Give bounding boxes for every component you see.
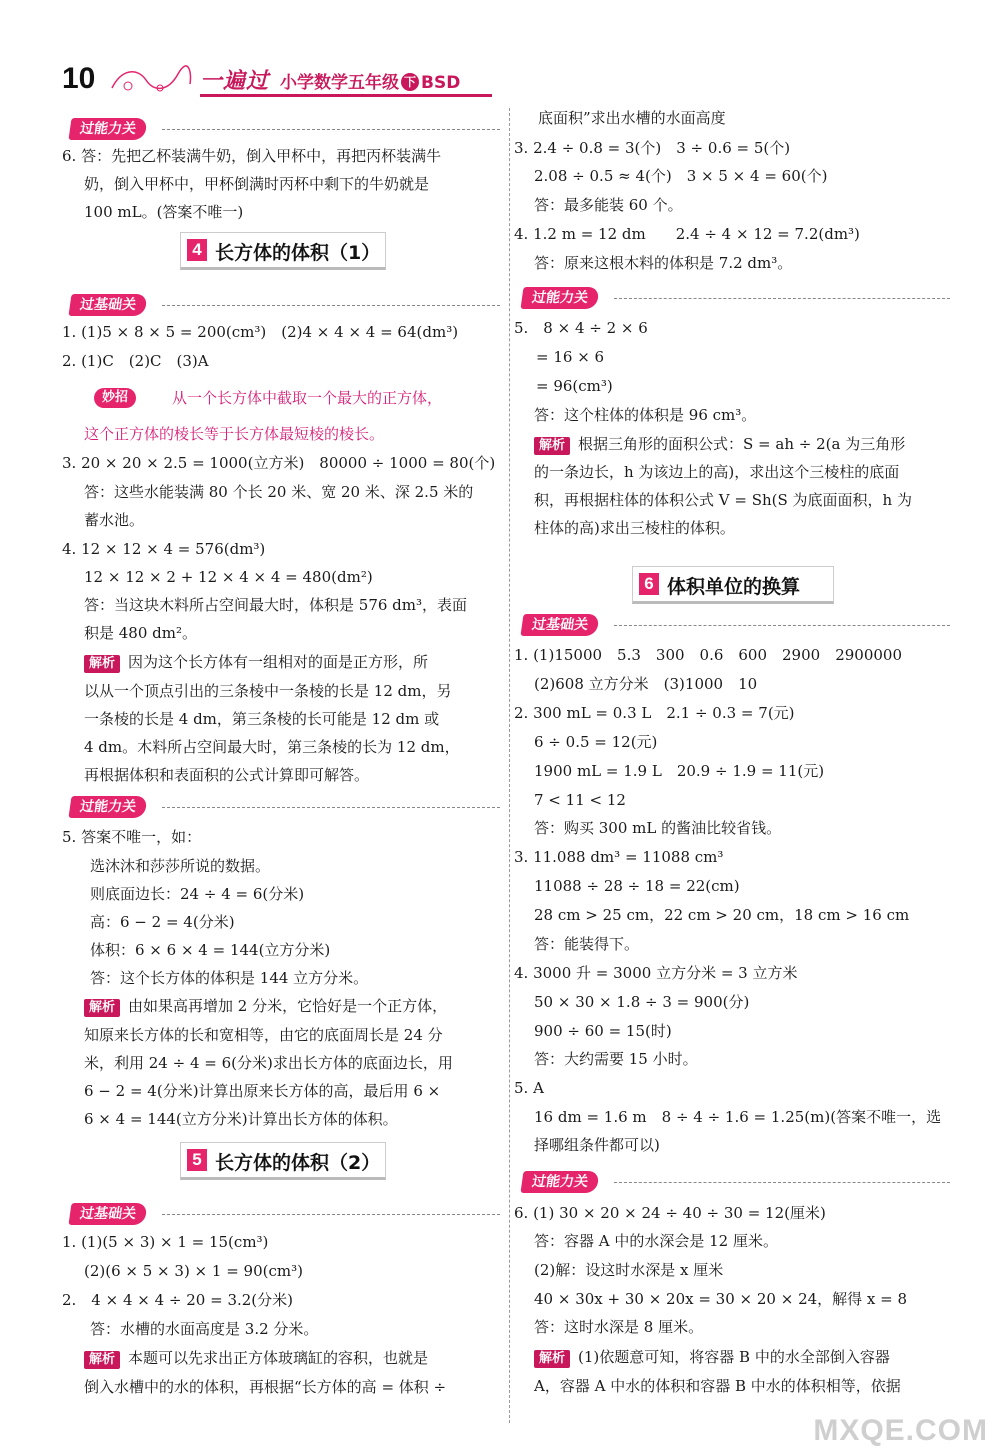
text-line: 答：购买 300 mL 的酱油比较省钱。 <box>534 819 782 837</box>
badge-gjcg: 过基础关 <box>520 614 599 636</box>
text-line: 1900 mL = 1.9 L 20.9 ÷ 1.9 = 11(元) <box>534 762 825 780</box>
text-line: 米，利用 24 ÷ 4 = 6(分米)求出长方体的底面边长，用 <box>84 1054 453 1072</box>
badge-gjcg: 过基础关 <box>68 1203 147 1225</box>
text-line: 4. 12 × 12 × 4 = 576(dm³) <box>62 540 266 558</box>
badge-rule <box>162 305 500 306</box>
text-line: 1. (1)15000 5.3 300 0.6 600 2900 2900000 <box>514 646 902 664</box>
text-line: 2.08 ÷ 0.5 ≈ 4(个) 3 × 5 × 4 = 60(个) <box>534 167 828 185</box>
analysis-tag: 解析 <box>534 1350 570 1368</box>
section-header-5 <box>180 1142 386 1180</box>
text-line: 5. A <box>514 1079 544 1097</box>
text-line: 5. 答案不唯一，如： <box>62 828 202 846</box>
text-line: 1. (1)5 × 8 × 5 = 200(cm³) (2)4 × 4 × 4 = 64(dm³) <box>62 323 459 341</box>
text-line: 6. 答：先把乙杯装满牛奶，倒入甲杯中，再把丙杯装满牛 <box>62 147 442 165</box>
badge-rule <box>614 298 950 299</box>
text-line: 知原来长方体的长和宽相等，由它的底面周长是 24 分 <box>84 1026 443 1044</box>
text-line: 再根据体积和表面积的公式计算即可解答。 <box>84 766 370 784</box>
text-line: 一条棱的长是 4 dm，第三条棱的长可能是 12 dm 或 <box>84 710 440 728</box>
decorative-swirl-icon <box>108 62 194 98</box>
text-line: = 96(cm³) <box>536 377 613 395</box>
section-title: 长方体的体积（2） <box>215 1152 381 1174</box>
text-line: 2. 300 mL = 0.3 L 2.1 ÷ 0.3 = 7(元) <box>514 704 795 722</box>
text-line: 答：这个长方体的体积是 144 立方分米。 <box>90 969 369 987</box>
text-line: 6. (1) 30 × 20 × 24 ÷ 40 ÷ 30 = 12(厘米) <box>514 1204 826 1222</box>
text-line: 选沐沐和莎莎所说的数据。 <box>90 857 271 875</box>
tip-text: 从一个长方体中截取一个最大的正方体， <box>172 389 443 407</box>
analysis-line: 解析 (1)依题意可知，将容器 B 中的水全部倒入容器 <box>534 1347 890 1368</box>
badge-gnlg: 过能力关 <box>68 796 147 818</box>
section-title: 长方体的体积（1） <box>215 242 381 264</box>
text-line: 蓄水池。 <box>84 511 145 529</box>
tip-text: 这个正方体的棱长等于长方体最短棱的棱长。 <box>84 425 385 443</box>
text-line: 答：这些水能装满 80 个长 20 米、宽 20 米、深 2.5 米的 <box>84 483 474 501</box>
text-line: 16 dm = 1.6 m 8 ÷ 4 ÷ 1.6 = 1.25(m)(答案不唯一，选 <box>534 1108 942 1126</box>
text-line: 则底面边长：24 ÷ 4 = 6(分米) <box>90 885 305 903</box>
section-header-4 <box>180 232 386 270</box>
text-line: 4 dm。木料所占空间最大时，第三条棱的长为 12 dm， <box>84 738 460 756</box>
page-number: 10 <box>62 62 96 95</box>
text-line: 6 ÷ 0.5 = 12(元) <box>534 733 658 751</box>
watermark-logo: MXQE.COM <box>813 1414 988 1447</box>
text-line: (2)解：设这时水深是 x 厘米 <box>534 1261 724 1279</box>
badge-gnlg: 过能力关 <box>520 1171 599 1193</box>
text-line: 4. 1.2 m = 12 dm 2.4 ÷ 4 × 12 = 7.2(dm³) <box>514 225 860 243</box>
text-line: 的一条边长，h 为该边上的高)，求出这个三棱柱的底面 <box>534 463 900 481</box>
text-line: 3. 20 × 20 × 2.5 = 1000(立方米) 80000 ÷ 1000 = 80(个) <box>62 454 496 472</box>
analysis-tag: 解析 <box>84 1351 120 1369</box>
text-line: 答：大约需要 15 小时。 <box>534 1050 698 1068</box>
text-line: 6 − 2 = 4(分米)计算出原来长方体的高，最后用 6 × <box>84 1082 441 1100</box>
badge-gnlg: 过能力关 <box>520 287 599 309</box>
text-line: (2)(6 × 5 × 3) × 1 = 90(cm³) <box>84 1262 303 1280</box>
subject-edition: BSD <box>421 73 461 93</box>
analysis-tag: 解析 <box>84 655 120 673</box>
text-line: 答：这时水深是 8 厘米。 <box>534 1318 704 1336</box>
text-line: 50 × 30 × 1.8 ÷ 3 = 900(分) <box>534 993 750 1011</box>
text-line: 答：水槽的水面高度是 3.2 分米。 <box>90 1320 319 1338</box>
text-line: 底面积”求出水槽的水面高度 <box>538 109 726 127</box>
text-line: 2. (1)C (2)C (3)A <box>62 352 209 370</box>
text-line: A，容器 A 中水的体积和容器 B 中水的体积相等，依据 <box>534 1377 901 1395</box>
text-line: 以从一个顶点引出的三条棱中一条棱的长是 12 dm，另 <box>84 682 452 700</box>
badge-rule <box>614 1182 950 1183</box>
text-line: 6 × 4 = 144(立方分米)计算出长方体的体积。 <box>84 1110 398 1128</box>
text-line: 高：6 − 2 = 4(分米) <box>90 913 235 931</box>
subject-title <box>280 68 460 93</box>
text-line: 28 cm > 25 cm，22 cm > 20 cm，18 cm > 16 cm <box>534 906 910 924</box>
section-number: 6 <box>639 573 659 595</box>
brand-logo-text: 一遍过 <box>200 68 270 93</box>
badge-rule <box>162 1214 500 1215</box>
text-line: 择哪组条件都可以) <box>534 1136 660 1154</box>
analysis-line: 解析 本题可以先求出正方体玻璃缸的容积，也就是 <box>84 1348 428 1369</box>
header-rule <box>200 94 492 97</box>
text-line: 体积：6 × 6 × 4 = 144(立方分米) <box>90 941 331 959</box>
section-number: 4 <box>187 239 207 261</box>
text-line: 答：能装得下。 <box>534 935 640 953</box>
text-line: (2)608 立方分米 (3)1000 10 <box>534 675 758 693</box>
text-line: 答：原来这根木料的体积是 7.2 dm³。 <box>534 254 793 272</box>
text-line: 答：最多能装 60 个。 <box>534 196 683 214</box>
badge-rule <box>162 807 500 808</box>
section-title: 体积单位的换算 <box>667 576 801 598</box>
analysis-line: 解析 根据三角形的面积公式：S = ah ÷ 2(a 为三角形 <box>534 434 905 455</box>
text-line: 积是 480 dm²。 <box>84 624 198 642</box>
text-line: 3. 2.4 ÷ 0.8 = 3(个) 3 ÷ 0.6 = 5(个) <box>514 139 791 157</box>
badge-rule <box>162 129 500 130</box>
text-line: 3. 11.088 dm³ = 11088 cm³ <box>514 848 724 866</box>
text-line: = 16 × 6 <box>536 348 605 366</box>
text-line: 答：这个柱体的体积是 96 cm³。 <box>534 406 757 424</box>
text-line: 1. (1)(5 × 3) × 1 = 15(cm³) <box>62 1233 269 1251</box>
text-line: 7 < 11 < 12 <box>534 791 626 809</box>
text-line: 900 ÷ 60 = 15(时) <box>534 1022 672 1040</box>
section-header-6 <box>632 566 834 604</box>
section-number: 5 <box>187 1149 207 1171</box>
text-line: 奶，倒入甲杯中，甲杯倒满时丙杯中剩下的牛奶就是 <box>84 175 430 193</box>
analysis-line: 解析 由如果高再增加 2 分米，它恰好是一个正方体， <box>84 996 447 1017</box>
text-line: 100 mL。(答案不唯一) <box>84 203 244 221</box>
text-line: 12 × 12 × 2 + 12 × 4 × 4 = 480(dm²) <box>84 568 373 586</box>
analysis-line: 解析 因为这个长方体有一组相对的面是正方形，所 <box>84 652 428 673</box>
text-line: 积，再根据柱体的体积公式 V = Sh(S 为底面面积，h 为 <box>534 491 912 509</box>
text-line: 答：容器 A 中的水深会是 12 厘米。 <box>534 1232 778 1250</box>
text-line: 4. 3000 升 = 3000 立方分米 = 3 立方米 <box>514 964 798 982</box>
analysis-tag: 解析 <box>534 437 570 455</box>
text-line: 2. 4 × 4 × 4 ÷ 20 = 3.2(分米) <box>62 1291 294 1309</box>
text-line: 倒入水槽中的水的体积，再根据“长方体的高 = 体积 ÷ <box>84 1378 447 1396</box>
text-line: 11088 ÷ 28 ÷ 18 = 22(cm) <box>534 877 740 895</box>
badge-gnlg: 过能力关 <box>68 118 147 140</box>
badge-gjcg: 过基础关 <box>68 294 147 316</box>
text-line: 柱体的高)求出三棱柱的体积。 <box>534 519 735 537</box>
subject-grade: 小学数学五年级 <box>280 73 399 93</box>
text-line: 答：当这块木料所占空间最大时，体积是 576 dm³，表面 <box>84 596 468 614</box>
text-line: 40 × 30x + 30 × 20x = 30 × 20 × 24，解得 x = 8 <box>534 1290 908 1308</box>
badge-rule <box>614 625 950 626</box>
analysis-tag: 解析 <box>84 999 120 1017</box>
text-line: 5. 8 × 4 ÷ 2 × 6 <box>514 319 648 337</box>
volume-circle: 下 <box>401 73 419 91</box>
tip-tag: 妙招 <box>94 388 136 408</box>
column-divider <box>509 108 510 1423</box>
